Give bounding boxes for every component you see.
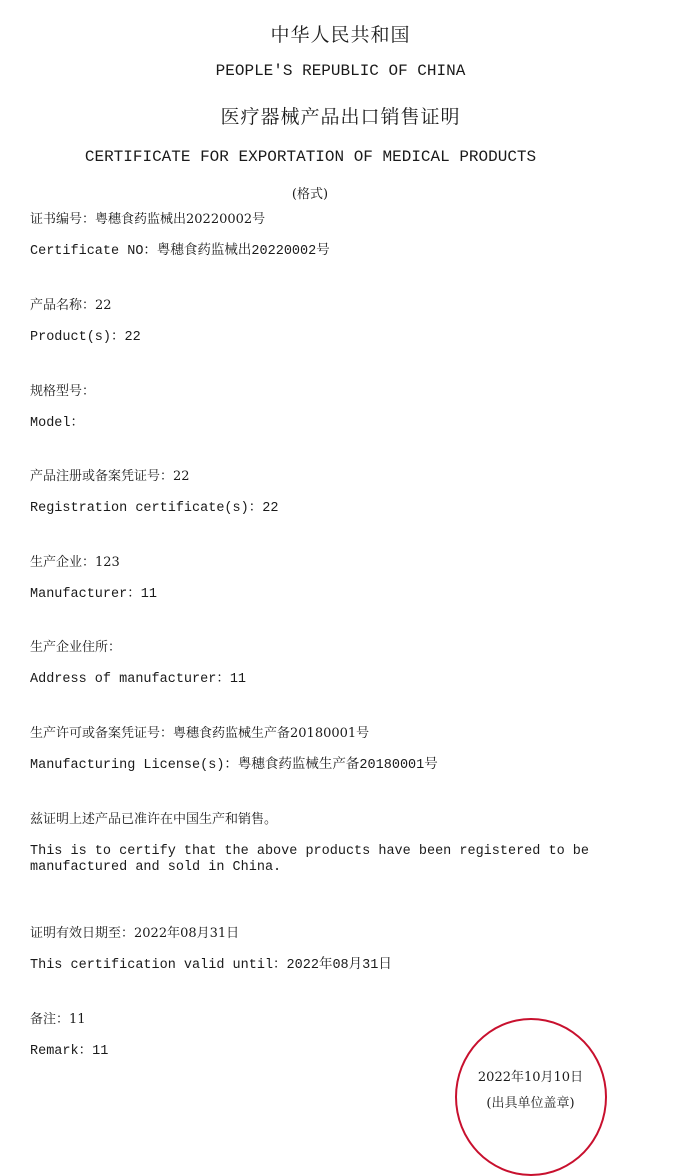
remark-en: Remark：11 [30,1044,109,1059]
issue-date: 2022年10月10日 [477,1070,584,1085]
certificate-number-cn: 证书编号：粤穗食药监械出20220002号 [30,212,266,227]
certify-statement-en: This is to certify that the above products have been registered to be manufactured and sold in China. [30,844,589,875]
model-cn: 规格型号： [30,384,96,399]
registration-cn: 产品注册或备案凭证号：22 [30,469,190,484]
manufacturer-address-cn: 生产企业住所： [30,640,122,655]
manufacturing-license-en: Manufacturing License(s)：粤穗食药监械生产备20180001号 [30,758,438,773]
country-name-en: PEOPLE'S REPUBLIC OF CHINA [215,62,466,80]
validity-en: This certification valid until：2022年08月31日 [30,958,392,973]
format-note: (格式) [291,187,329,202]
manufacturing-license-cn: 生产许可或备案凭证号：粤穗食药监械生产备20180001号 [30,726,370,741]
manufacturer-en: Manufacturer：11 [30,587,157,602]
remark-cn: 备注：11 [30,1012,86,1027]
product-name-cn: 产品名称：22 [30,298,112,313]
country-name-cn: 中华人民共和国 [270,24,411,46]
seal-note: (出具单位盖章) [486,1096,575,1111]
manufacturer-address-en: Address of manufacturer：11 [30,672,247,687]
manufacturer-cn: 生产企业：123 [30,555,120,570]
certificate-title-cn: 医疗器械产品出口销售证明 [220,106,461,128]
certificate-title-en: CERTIFICATE FOR EXPORTATION OF MEDICAL PRODUCTS [84,148,537,166]
model-en: Model： [30,416,85,431]
validity-cn: 证明有效日期至：2022年08月31日 [30,926,240,941]
certificate-number-en: Certificate NO：粤穗食药监械出20220002号 [30,244,330,259]
product-name-en: Product(s)：22 [30,330,141,345]
certify-statement-cn: 兹证明上述产品已准许在中国生产和销售。 [30,812,278,827]
registration-en: Registration certificate(s)：22 [30,501,279,516]
